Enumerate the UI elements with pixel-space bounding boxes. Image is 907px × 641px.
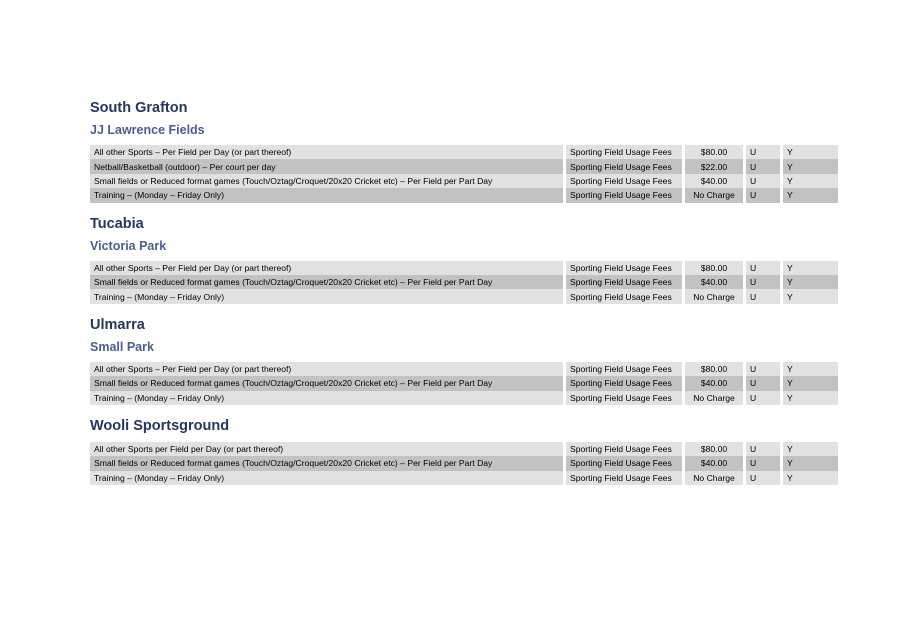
fee-category: Sporting Field Usage Fees xyxy=(566,159,685,173)
fee-code-u: U xyxy=(746,188,783,202)
fee-code-u: U xyxy=(746,159,783,173)
fee-amount: $40.00 xyxy=(685,456,746,470)
fee-description: Netball/Basketball (outdoor) – Per court per day xyxy=(90,159,566,173)
fee-code-y: Y xyxy=(783,442,838,456)
table-row xyxy=(90,188,838,202)
location-section xyxy=(90,304,838,405)
fee-description: Small fields or Reduced format games (Touch/Oztag/Croquet/20x20 Cricket etc) – Per Field per Part Day xyxy=(90,174,566,188)
table-row xyxy=(90,471,838,485)
fee-description: Training – (Monday – Friday Only) xyxy=(90,391,566,405)
fee-code-y: Y xyxy=(783,174,838,188)
fee-description: Small fields or Reduced format games (Touch/Oztag/Croquet/20x20 Cricket etc) – Per Field per Part Day xyxy=(90,275,566,289)
fee-category: Sporting Field Usage Fees xyxy=(566,174,685,188)
table-row xyxy=(90,362,838,376)
fee-table xyxy=(90,261,838,304)
fee-table xyxy=(90,442,838,485)
table-row xyxy=(90,261,838,275)
fee-code-y: Y xyxy=(783,456,838,470)
fee-code-y: Y xyxy=(783,159,838,173)
fee-category: Sporting Field Usage Fees xyxy=(566,442,685,456)
fee-amount: $40.00 xyxy=(685,174,746,188)
venue-heading: Small Park xyxy=(90,339,154,354)
fee-description: All other Sports per Field per Day (or part thereof) xyxy=(90,442,566,456)
fee-code-u: U xyxy=(746,275,783,289)
fee-amount: $22.00 xyxy=(685,159,746,173)
table-row xyxy=(90,145,838,159)
fee-table xyxy=(90,145,838,203)
fee-category: Sporting Field Usage Fees xyxy=(566,145,685,159)
fee-amount: $80.00 xyxy=(685,362,746,376)
fee-schedule xyxy=(90,100,838,485)
fee-category: Sporting Field Usage Fees xyxy=(566,188,685,202)
fee-category: Sporting Field Usage Fees xyxy=(566,289,685,303)
location-heading: South Grafton xyxy=(90,100,188,116)
fee-description: All other Sports – Per Field per Day (or part thereof) xyxy=(90,261,566,275)
fee-category: Sporting Field Usage Fees xyxy=(566,456,685,470)
table-row xyxy=(90,456,838,470)
fee-code-u: U xyxy=(746,471,783,485)
fee-description: Training – (Monday – Friday Only) xyxy=(90,289,566,303)
table-row xyxy=(90,289,838,303)
fee-code-y: Y xyxy=(783,145,838,159)
fee-code-y: Y xyxy=(783,362,838,376)
fee-description: All other Sports – Per Field per Day (or part thereof) xyxy=(90,145,566,159)
fee-amount: $40.00 xyxy=(685,376,746,390)
fee-code-u: U xyxy=(746,391,783,405)
fee-description: Small fields or Reduced format games (Touch/Oztag/Croquet/20x20 Cricket etc) – Per Field per Part Day xyxy=(90,376,566,390)
fee-code-u: U xyxy=(746,289,783,303)
fee-description: All other Sports – Per Field per Day (or part thereof) xyxy=(90,362,566,376)
location-section xyxy=(90,405,838,485)
fee-code-u: U xyxy=(746,261,783,275)
fee-amount: No Charge xyxy=(685,289,746,303)
fee-code-u: U xyxy=(746,145,783,159)
fee-amount: $40.00 xyxy=(685,275,746,289)
table-row xyxy=(90,159,838,173)
fee-category: Sporting Field Usage Fees xyxy=(566,391,685,405)
fee-category: Sporting Field Usage Fees xyxy=(566,471,685,485)
fee-category: Sporting Field Usage Fees xyxy=(566,376,685,390)
fee-code-u: U xyxy=(746,362,783,376)
location-section xyxy=(90,203,838,304)
fee-amount: No Charge xyxy=(685,471,746,485)
venue-heading: JJ Lawrence Fields xyxy=(90,123,205,137)
venue-heading: Victoria Park xyxy=(90,238,167,253)
fee-code-y: Y xyxy=(783,289,838,303)
fee-description: Training – (Monday – Friday Only) xyxy=(90,188,566,202)
fee-category: Sporting Field Usage Fees xyxy=(566,275,685,289)
fee-table xyxy=(90,362,838,405)
fee-category: Sporting Field Usage Fees xyxy=(566,362,685,376)
table-row xyxy=(90,174,838,188)
table-row xyxy=(90,275,838,289)
table-row xyxy=(90,391,838,405)
location-heading: Tucabia xyxy=(90,215,144,232)
fee-amount: No Charge xyxy=(685,391,746,405)
fee-category: Sporting Field Usage Fees xyxy=(566,261,685,275)
fee-code-y: Y xyxy=(783,261,838,275)
fee-amount: $80.00 xyxy=(685,145,746,159)
fee-code-u: U xyxy=(746,442,783,456)
fee-code-y: Y xyxy=(783,471,838,485)
table-row xyxy=(90,376,838,390)
fee-code-y: Y xyxy=(783,376,838,390)
location-section xyxy=(90,100,838,203)
fee-description: Small fields or Reduced format games (Touch/Oztag/Croquet/20x20 Cricket etc) – Per Field per Part Day xyxy=(90,456,566,470)
table-row xyxy=(90,442,838,456)
fee-code-y: Y xyxy=(783,275,838,289)
fee-code-u: U xyxy=(746,456,783,470)
fee-amount: $80.00 xyxy=(685,261,746,275)
fee-description: Training – (Monday – Friday Only) xyxy=(90,471,566,485)
fee-code-y: Y xyxy=(783,391,838,405)
location-heading: Wooli Sportsground xyxy=(90,417,230,434)
fee-code-u: U xyxy=(746,376,783,390)
fee-amount: $80.00 xyxy=(685,442,746,456)
fee-amount: No Charge xyxy=(685,188,746,202)
fee-code-y: Y xyxy=(783,188,838,202)
location-heading: Ulmarra xyxy=(90,316,145,333)
fee-code-u: U xyxy=(746,174,783,188)
